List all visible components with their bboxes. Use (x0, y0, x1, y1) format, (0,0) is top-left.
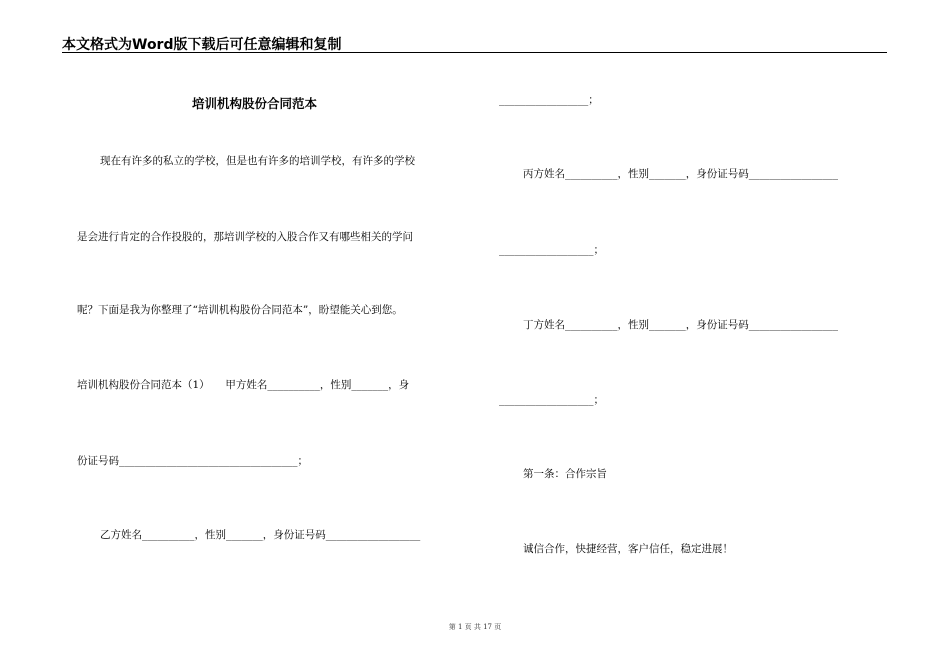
paragraph-line: 丙方姓名__________，性别_______，身份证号码_________________ (523, 168, 838, 180)
paragraph-line: 丁方姓名__________，性别_______，身份证号码_________________ (523, 319, 838, 331)
paragraph-line: 培训机构股份合同范本（1） 甲方姓名__________，性别_______，身 (77, 379, 410, 391)
header-text: 本文格式为Word版下载后可任意编辑和复制 (62, 37, 342, 53)
paragraph-line: 是会进行肯定的合作投股的，那培训学校的入股合作又有哪些相关的学问 (77, 231, 413, 243)
paragraph-line: 份证号码__________________________________； (77, 455, 308, 467)
paragraph-line: 诚信合作，快捷经营，客户信任，稳定进展！ (523, 543, 733, 555)
paragraph-line: __________________； (499, 244, 604, 256)
page-header (62, 33, 887, 53)
paragraph-line: __________________； (499, 394, 604, 406)
paragraph-line: _________________； (499, 94, 599, 106)
section-heading: 第一条：合作宗旨 (523, 468, 607, 480)
paragraph-line: 现在有许多的私立的学校，但是也有许多的培训学校，有许多的学校 (100, 155, 415, 167)
paragraph-line: 乙方姓名__________，性别_______，身份证号码__________________ (100, 529, 421, 541)
document-title: 培训机构股份合同范本 (192, 96, 318, 111)
paragraph-line: 呢？下面是我为你整理了“培训机构股份合同范本”，盼望能关心到您。 (77, 304, 403, 316)
page-number: 第 1 页 共 17 页 (448, 623, 502, 631)
